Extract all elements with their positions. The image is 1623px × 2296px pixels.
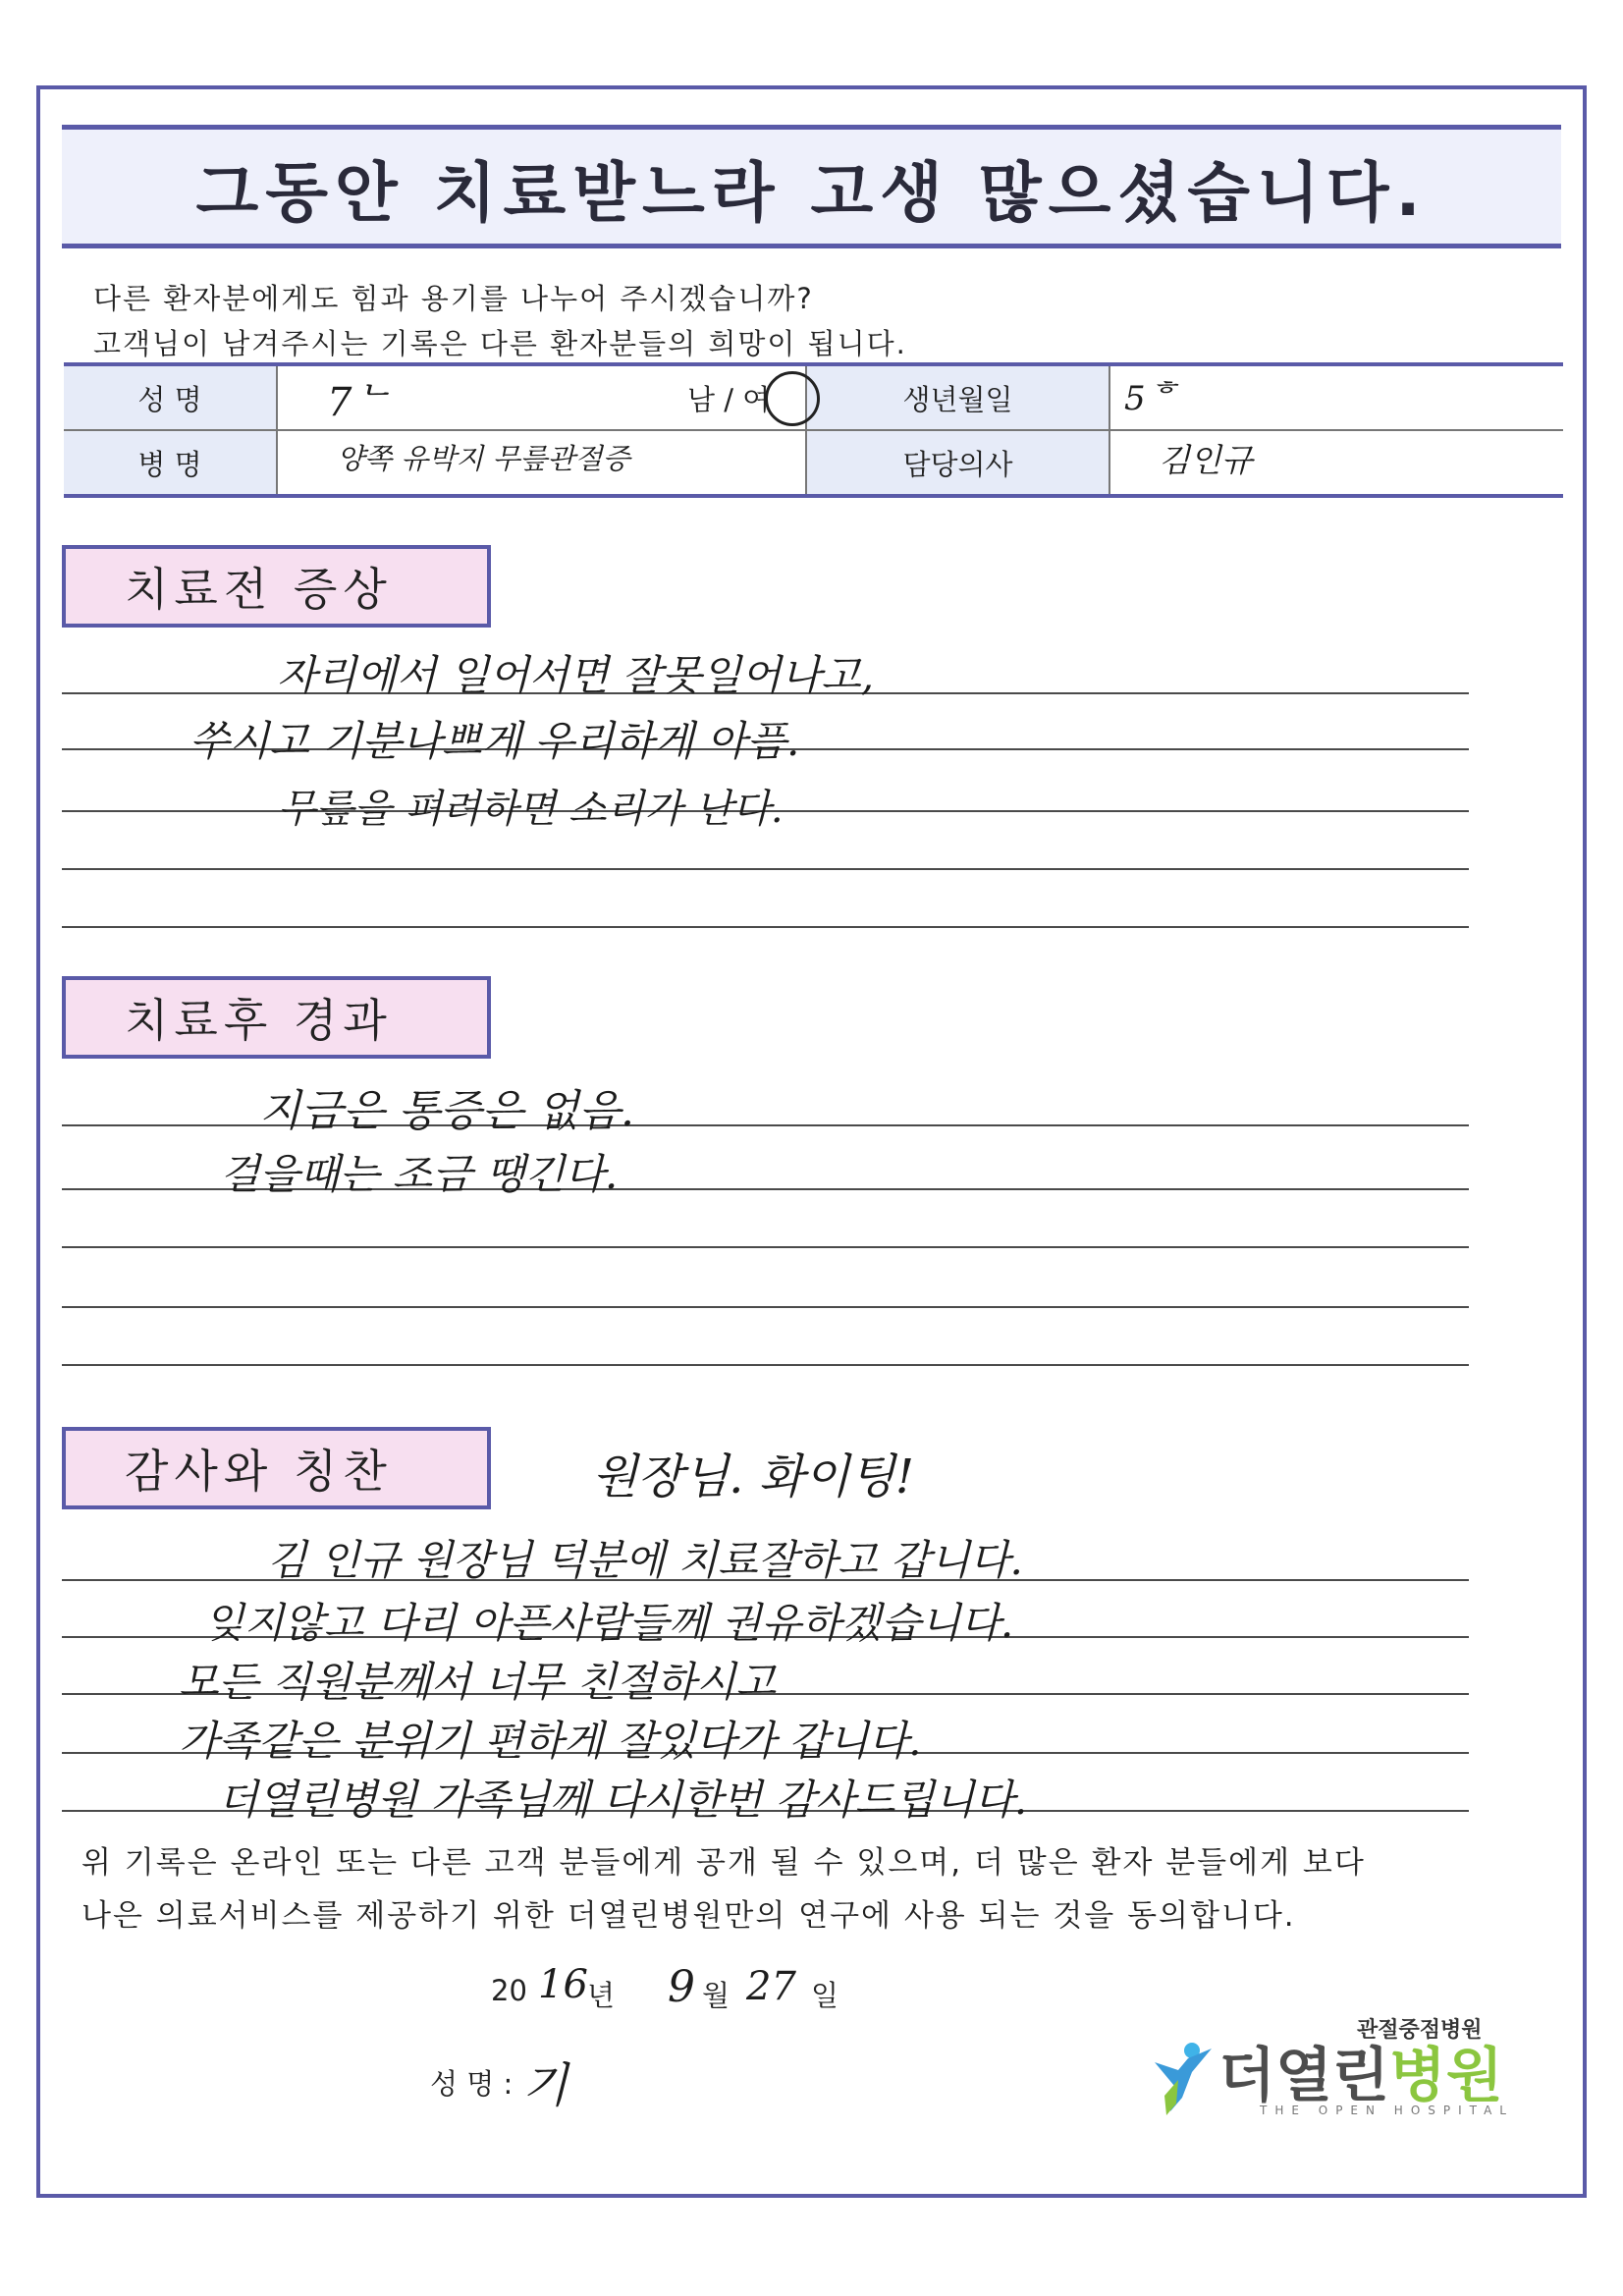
after-line-1: 지금은 통증은 없음. [259,1086,634,1136]
date-day: 27 [746,1964,796,2009]
intro-line-1: 다른 환자분에게도 힘과 용기를 나누어 주시겠습니까? [93,282,814,315]
doctor-label: 담당의사 [807,431,1109,494]
thanks-line-4: 가족같은 분위기 편하게 잘있다가 갑니다. [179,1717,922,1765]
birth-label: 생년월일 [807,366,1109,429]
before-line-1: 자리에서 일어서면 잘못일어나고, [277,651,875,699]
gender-circle-mark [765,371,820,426]
col-divider [276,366,278,494]
signature-label: 성 명 : [430,2067,514,2101]
thanks-header-note: 원장님. 화이팅! [592,1449,915,1504]
title-banner [62,125,1561,248]
writing-line [62,1364,1469,1366]
logo-name-part2: 병원 [1388,2042,1503,2110]
page-title: 그동안 치료받느라 고생 많으셨습니다. [195,154,1428,231]
before-line-3: 무릎을 펴려하면 소리가 난다. [278,787,784,832]
thanks-line-1: 김 인규 원장님 덕분에 치료잘하고 갑니다. [267,1536,1023,1584]
logo-tagline: 관절중점병원 [1357,2018,1483,2043]
name-label: 성 명 [64,366,276,429]
before-line-2: 쑤시고 기분나쁘게 우리하게 아픔. [189,717,800,765]
hospital-logo-icon [1149,2041,1217,2119]
intro-line-2: 고객님이 남겨주시는 기록은 다른 환자분들의 희망이 됩니다. [93,327,907,360]
patient-info-table [64,362,1563,498]
writing-line [62,1246,1469,1248]
writing-line [62,926,1469,928]
date-month: 9 [668,1962,695,2012]
date-year-unit: 년 [587,1979,616,2012]
date-month-unit: 월 [702,1979,730,2012]
date-year: 16 [538,1962,588,2007]
after-treatment-heading: 치료후 경과 [62,976,491,1059]
signature-value: 기 [522,2058,568,2113]
before-treatment-heading: 치료전 증상 [62,545,491,628]
writing-line [62,1306,1469,1308]
thanks-heading: 감사와 칭찬 [62,1427,491,1509]
date-day-unit: 일 [811,1979,839,2012]
col-divider [1109,366,1110,494]
logo-name-part1: 더열린 [1218,2042,1389,2110]
writing-line [62,868,1469,870]
disease-value: 양쪽 유박지 무릎관절증 [337,442,630,475]
name-value: 7ᄂ [327,380,391,425]
thanks-line-5: 더열린병원 가족님께 다시한번 감사드립니다. [218,1776,1028,1824]
thanks-line-3: 모든 직원분께서 너무 친절하시고 [179,1658,777,1706]
thanks-line-2: 잊지않고 다리 아픈사람들께 권유하겠습니다. [204,1599,1014,1647]
disease-label: 병 명 [64,431,276,494]
doctor-value: 김인규 [1159,441,1253,479]
logo-english: THE OPEN HOSPITAL [1260,2104,1514,2117]
consent-line-2: 나은 의료서비스를 제공하기 위한 더열린병원만의 연구에 사용 되는 것을 동의합니다. [81,1898,1296,1934]
hospital-logo-text [1218,2029,1503,2113]
birth-value: 5ᄒ [1124,379,1178,418]
date-prefix: 20 [491,1974,527,2007]
consent-line-1: 위 기록은 온라인 또는 다른 고객 분들에게 공개 될 수 있으며, 더 많은 환자 분들에게 보다 [81,1845,1366,1881]
after-line-2: 걸을때는 조금 땡긴다. [220,1150,619,1198]
gender-label: 남 / 여 [687,383,771,416]
